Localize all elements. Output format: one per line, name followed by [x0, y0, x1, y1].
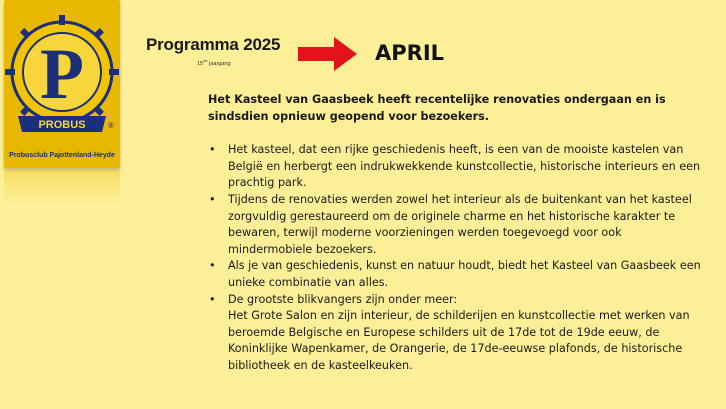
subtitle-suffix: de	[203, 58, 208, 63]
subtitle-ordinal: 15	[197, 60, 204, 67]
list-item	[208, 292, 703, 375]
list-item-text: Het kasteel, dat een rijke geschiedenis heeft, is een van de mooiste kastelen van België en herbergt een indrukwekkende kunstcollectie, historische interieurs en een prachtig park.	[228, 143, 701, 190]
month-label: APRIL	[375, 41, 445, 65]
logo-letter: P	[40, 34, 84, 114]
bullet-list	[208, 142, 703, 374]
probus-wheel-icon	[4, 0, 120, 150]
list-item	[208, 258, 703, 291]
bullet-icon: •	[209, 143, 216, 157]
bullet-icon: •	[209, 192, 216, 206]
list-item-text: Tijdens de renovaties werden zowel het interieur als de buitenkant van het kasteel zorgvuldig gerestaureerd om de originele charme en het historische karakter te bewaren, terwijl moderne voorzieningen werden toegevoegd voor ook mindermobiele bezoekers.	[228, 192, 692, 256]
list-item-detail: Het Grote Salon en zijn interieur, de schilderijen en kunstcollectie met werken van beroemde Belgische en Europese schilders uit de 17de tot de 19de eeuw, de Koninklijke Wapenkamer, de Orangerie, de 17de-eeuwse plafonds, de historische bibliotheek en de kasteelkeuken.	[228, 309, 690, 372]
logo-reflection	[4, 170, 120, 204]
list-item-text: De grootste blikvangers zijn onder meer:	[228, 292, 458, 306]
logo-caption: Probusclub Pajottenland-Heyde	[9, 152, 115, 159]
list-item	[208, 192, 703, 258]
program-subtitle	[197, 58, 231, 67]
bullet-icon: •	[209, 259, 216, 273]
list-item	[208, 142, 703, 192]
list-item-text: Als je van geschiedenis, kunst en natuur houdt, biedt het Kasteel van Gaasbeek een unieke combinatie van alles.	[228, 259, 701, 289]
content-block	[208, 92, 703, 375]
subtitle-rest: jaargang	[207, 60, 231, 67]
intro-text: Het Kasteel van Gaasbeek heeft recentelijke renovaties ondergaan en is sindsdien opnieuw geopend voor bezoekers.	[208, 93, 666, 123]
registered-mark: ®	[108, 121, 114, 130]
program-title: Programma 2025	[146, 35, 281, 54]
probus-logo	[4, 0, 120, 168]
bullet-icon: •	[209, 292, 216, 306]
logo-ribbon-text: PROBUS	[38, 119, 86, 131]
right-arrow-icon	[298, 36, 358, 72]
